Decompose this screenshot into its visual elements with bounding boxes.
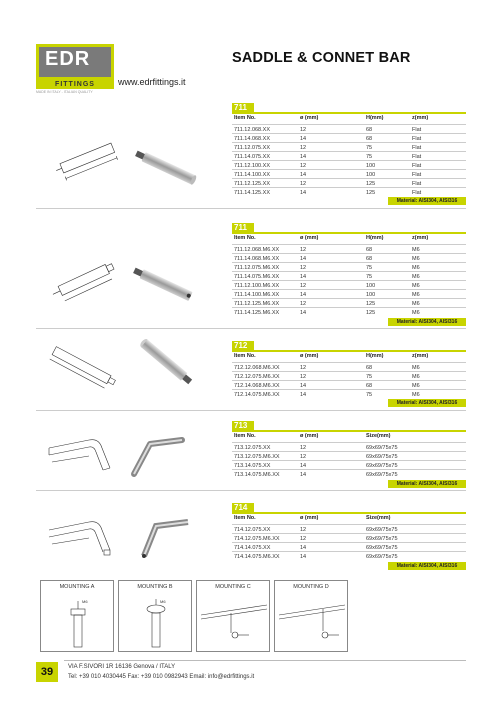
cell-size: 69x69/75x75: [366, 453, 398, 460]
cell-item: 711.12.125.XX: [234, 180, 270, 187]
mounting-a-diagram: [63, 595, 93, 650]
cell-z: M6: [412, 282, 420, 289]
cell-height: 125: [366, 309, 376, 316]
cell-height: 75: [366, 264, 373, 271]
section-separator: [36, 410, 466, 411]
footer-divider: [64, 660, 466, 661]
cell-diameter: 14: [300, 291, 307, 298]
technical-drawing-corner-bar-m6: [44, 512, 124, 562]
cell-item: 714.12.075.XX: [234, 526, 271, 533]
cell-diameter: 12: [300, 453, 307, 460]
cell-z: M6: [412, 382, 420, 389]
cell-z: Flat: [412, 189, 422, 196]
logo-tagline: MADE IN ITALY - ITALIAN QUALITY: [36, 90, 93, 94]
mounting-a-panel: [40, 580, 114, 652]
cell-height: 100: [366, 282, 376, 289]
cell-diameter: 14: [300, 544, 307, 551]
cell-height: 75: [366, 153, 373, 160]
section-divider: [232, 430, 466, 432]
product-image-m6-saddle: [128, 262, 198, 312]
cell-height: 68: [366, 246, 373, 253]
section-divider: [232, 112, 466, 114]
logo-subtext: FITTINGS: [36, 80, 114, 89]
cell-item: 711.14.125.M6.XX: [234, 309, 280, 316]
col-diameter: ø (mm): [300, 353, 319, 359]
section-code-badge: 711: [232, 223, 254, 232]
col-size: Size(mm): [366, 433, 391, 439]
cell-height: 100: [366, 291, 376, 298]
cell-height: 100: [366, 162, 376, 169]
product-image-corner-bar-m6: [136, 512, 196, 562]
cell-item: 711.14.100.M6.XX: [234, 291, 280, 298]
cell-size: 69x69/75x75: [366, 462, 398, 469]
cell-height: 68: [366, 364, 373, 371]
col-size: Size(mm): [366, 515, 391, 521]
cell-z: Flat: [412, 144, 422, 151]
cell-z: M6: [412, 300, 420, 307]
mounting-d-label: MOUNTING D: [293, 584, 329, 590]
cell-diameter: 14: [300, 255, 307, 262]
technical-drawing-m6-saddle: [46, 250, 126, 310]
cell-z: Flat: [412, 135, 422, 142]
col-z: z(mm): [412, 353, 429, 359]
cell-item: 712.12.068.M6.XX: [234, 364, 280, 371]
section-code-badge: 712: [232, 341, 254, 350]
logo-text: EDR: [45, 48, 91, 70]
cell-diameter: 14: [300, 382, 307, 389]
technical-drawing-connect-bar: [42, 340, 127, 395]
section-code-badge: 711: [232, 103, 254, 112]
col-item: Item No.: [234, 353, 256, 359]
product-image-corner-bar: [128, 430, 188, 480]
cell-height: 75: [366, 391, 373, 398]
cell-item: 713.12.075.M6.XX: [234, 453, 280, 460]
cell-z: Flat: [412, 171, 422, 178]
mounting-a-note: M6: [82, 599, 88, 604]
cell-size: 69x69/75x75: [366, 535, 398, 542]
section-code-badge: 713: [232, 421, 254, 430]
cell-diameter: 12: [300, 264, 307, 271]
cell-z: Flat: [412, 126, 422, 133]
cell-z: M6: [412, 373, 420, 380]
cell-diameter: 12: [300, 180, 307, 187]
cell-size: 69x69/75x75: [366, 444, 398, 451]
cell-diameter: 12: [300, 444, 307, 451]
mounting-b-panel: [118, 580, 192, 652]
product-image-connect-bar: [128, 338, 198, 388]
cell-item: 714.14.075.M6.XX: [234, 553, 280, 560]
cell-diameter: 14: [300, 391, 307, 398]
cell-diameter: 14: [300, 153, 307, 160]
mounting-d-diagram: [279, 595, 345, 650]
cell-item: 711.14.075.M6.XX: [234, 273, 280, 280]
technical-drawing-flat-saddle: [50, 128, 130, 188]
table-row: [232, 307, 466, 317]
material-badge: Material: AISI304, AISI316: [388, 399, 466, 407]
section-separator: [36, 208, 466, 209]
section-divider: [232, 512, 466, 514]
cell-size: 69x69/75x75: [366, 526, 398, 533]
cell-diameter: 14: [300, 309, 307, 316]
cell-diameter: 14: [300, 553, 307, 560]
cell-z: M6: [412, 264, 420, 271]
cell-diameter: 12: [300, 526, 307, 533]
cell-item: 711.14.125.XX: [234, 189, 270, 196]
cell-item: 711.14.075.XX: [234, 153, 270, 160]
table-row: [232, 469, 466, 479]
cell-item: 711.12.100.M6.XX: [234, 282, 280, 289]
cell-diameter: 12: [300, 373, 307, 380]
cell-item: 711.12.068.XX: [234, 126, 270, 133]
cell-height: 75: [366, 144, 373, 151]
material-badge: Material: AISI304, AISI316: [388, 197, 466, 205]
col-z: z(mm): [412, 235, 429, 241]
mounting-b-label: MOUNTING B: [137, 584, 173, 590]
cell-item: 713.14.075.XX: [234, 462, 271, 469]
page-title: SADDLE & CONNET BAR: [232, 50, 411, 66]
cell-z: Flat: [412, 180, 422, 187]
cell-item: 711.12.075.M6.XX: [234, 264, 280, 271]
table-row: [232, 187, 466, 197]
cell-item: 711.12.100.XX: [234, 162, 270, 169]
cell-item: 714.12.075.M6.XX: [234, 535, 280, 542]
section-divider: [232, 232, 466, 234]
cell-item: 711.14.100.XX: [234, 171, 270, 178]
material-badge: Material: AISI304, AISI316: [388, 318, 466, 326]
technical-drawing-corner-bar: [44, 430, 124, 480]
cell-diameter: 12: [300, 535, 307, 542]
product-image-flat-saddle: [130, 145, 200, 195]
cell-item: 713.12.075.XX: [234, 444, 271, 451]
col-height: H(mm): [366, 115, 384, 121]
cell-size: 69x69/75x75: [366, 471, 398, 478]
cell-height: 125: [366, 300, 376, 307]
logo-box: [36, 44, 114, 80]
cell-z: M6: [412, 255, 420, 262]
col-diameter: ø (mm): [300, 115, 319, 121]
col-item: Item No.: [234, 115, 256, 121]
mounting-b-note: M6: [160, 599, 166, 604]
col-diameter: ø (mm): [300, 515, 319, 521]
col-z: z(mm): [412, 115, 429, 121]
cell-diameter: 14: [300, 462, 307, 469]
cell-z: M6: [412, 246, 420, 253]
edr-logo: [36, 44, 114, 94]
cell-diameter: 12: [300, 282, 307, 289]
mounting-c-label: MOUNTING C: [215, 584, 251, 590]
cell-z: Flat: [412, 153, 422, 160]
cell-diameter: 14: [300, 189, 307, 196]
cell-diameter: 14: [300, 135, 307, 142]
cell-item: 714.14.075.XX: [234, 544, 271, 551]
section-separator: [36, 490, 466, 491]
cell-height: 125: [366, 180, 376, 187]
section-divider: [232, 350, 466, 352]
cell-item: 711.14.068.XX: [234, 135, 270, 142]
material-badge: Material: AISI304, AISI316: [388, 562, 466, 570]
cell-height: 68: [366, 135, 373, 142]
mounting-d-panel: [274, 580, 348, 652]
cell-diameter: 12: [300, 144, 307, 151]
cell-z: M6: [412, 364, 420, 371]
cell-diameter: 14: [300, 171, 307, 178]
section-code-badge: 714: [232, 503, 254, 512]
cell-diameter: 12: [300, 162, 307, 169]
cell-height: 125: [366, 189, 376, 196]
cell-z: M6: [412, 273, 420, 280]
cell-z: M6: [412, 291, 420, 298]
table-row: [232, 551, 466, 561]
cell-size: 69x69/75x75: [366, 553, 398, 560]
cell-height: 68: [366, 255, 373, 262]
cell-item: 712.14.075.M6.XX: [234, 391, 280, 398]
col-diameter: ø (mm): [300, 235, 319, 241]
mounting-c-panel: [196, 580, 270, 652]
cell-height: 75: [366, 373, 373, 380]
cell-item: 711.12.068.M6.XX: [234, 246, 280, 253]
cell-item: 713.14.075.M6.XX: [234, 471, 280, 478]
cell-z: M6: [412, 309, 420, 316]
cell-z: M6: [412, 391, 420, 398]
cell-item: 711.14.068.M6.XX: [234, 255, 280, 262]
footer-address: VIA F.SIVORI 1R 16136 Genova / ITALY: [68, 664, 176, 670]
website-link[interactable]: www.edrfittings.it: [118, 77, 186, 87]
mounting-c-diagram: [201, 595, 267, 650]
cell-diameter: 12: [300, 364, 307, 371]
cell-height: 68: [366, 382, 373, 389]
cell-item: 712.14.068.M6.XX: [234, 382, 280, 389]
cell-diameter: 12: [300, 126, 307, 133]
footer-contact: Tel: +39 010 4030445 Fax: +39 010 0982943 Email: info@edrfittings.it: [68, 674, 255, 680]
cell-item: 711.12.125.M6.XX: [234, 300, 280, 307]
cell-diameter: 14: [300, 471, 307, 478]
table-row: [232, 389, 466, 399]
col-height: H(mm): [366, 353, 384, 359]
cell-height: 75: [366, 273, 373, 280]
cell-diameter: 14: [300, 273, 307, 280]
mounting-b-diagram: [139, 595, 173, 650]
cell-diameter: 12: [300, 246, 307, 253]
col-item: Item No.: [234, 433, 256, 439]
cell-z: Flat: [412, 162, 422, 169]
cell-size: 69x69/75x75: [366, 544, 398, 551]
cell-height: 100: [366, 171, 376, 178]
cell-height: 68: [366, 126, 373, 133]
mounting-a-label: MOUNTING A: [59, 584, 95, 590]
cell-diameter: 12: [300, 300, 307, 307]
col-diameter: ø (mm): [300, 433, 319, 439]
col-item: Item No.: [234, 235, 256, 241]
material-badge: Material: AISI304, AISI316: [388, 480, 466, 488]
cell-item: 712.12.075.M6.XX: [234, 373, 280, 380]
page-number: 39: [36, 662, 58, 682]
col-item: Item No.: [234, 515, 256, 521]
cell-item: 711.12.075.XX: [234, 144, 270, 151]
section-separator: [36, 328, 466, 329]
col-height: H(mm): [366, 235, 384, 241]
